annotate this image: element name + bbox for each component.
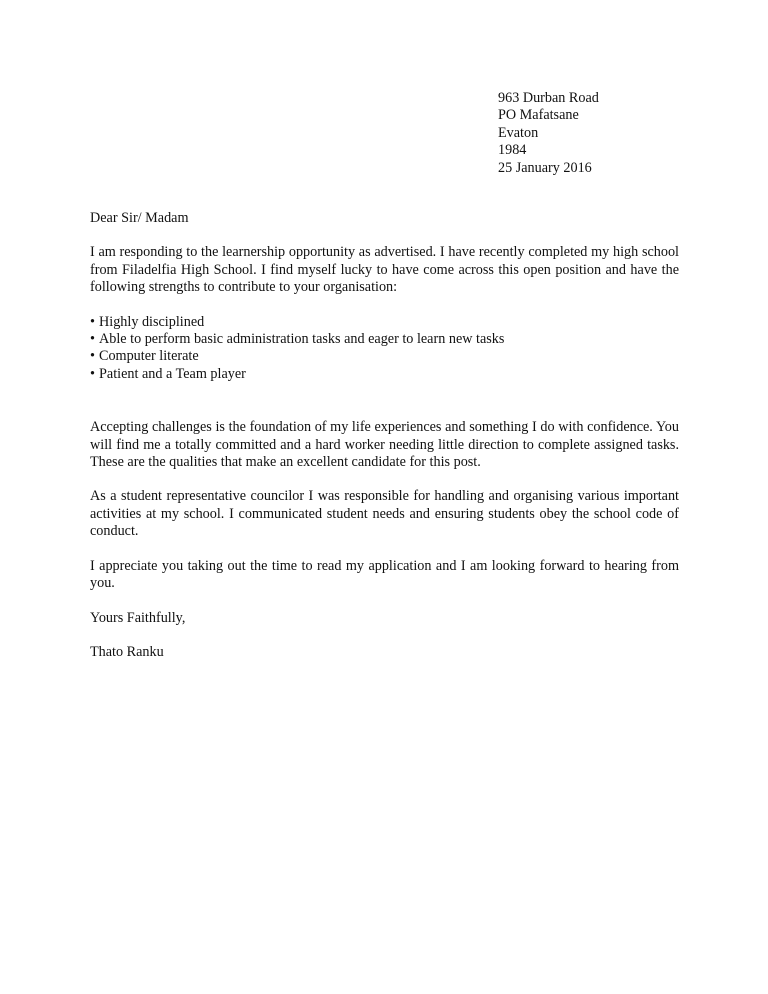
address-street: 963 Durban Road bbox=[498, 90, 599, 106]
closing-line: Yours Faithfully, bbox=[90, 609, 186, 626]
strength-text: Patient and a Team player bbox=[99, 365, 246, 382]
list-item bbox=[90, 331, 679, 348]
challenges-paragraph: Accepting challenges is the foundation of my life experiences and something I do with confidence. You will find me a totally committed and a hard worker needing little direction to complete assigned tasks. These are the qualities that make an excellent candidate for this post. bbox=[90, 419, 679, 471]
bullet-icon: • bbox=[90, 365, 95, 382]
intro-paragraph: I am responding to the learnership opportunity as advertised. I have recently completed my high school from Filadelfia High School. I find myself lucky to have come across this open position and have the following strengths to contribute to your organisation: bbox=[90, 244, 679, 296]
salutation: Dear Sir/ Madam bbox=[90, 210, 189, 226]
sender-address bbox=[498, 90, 698, 177]
list-item bbox=[90, 366, 679, 383]
bullet-icon: • bbox=[90, 348, 95, 365]
address-postal-code: 1984 bbox=[498, 142, 527, 159]
signature-name: Thato Ranku bbox=[90, 643, 164, 660]
list-item bbox=[90, 314, 679, 331]
bullet-icon: • bbox=[90, 313, 95, 330]
student-council-paragraph: As a student representative councilor I was responsible for handling and organising various important activities at my school. I communicated student needs and ensuring students obey the school code of conduct. bbox=[90, 488, 679, 540]
strength-text: Able to perform basic administration tasks and eager to learn new tasks bbox=[99, 331, 505, 348]
letter-date: 25 January 2016 bbox=[498, 159, 592, 176]
address-po-box: PO Mafatsane bbox=[498, 107, 579, 124]
bullet-icon: • bbox=[90, 331, 95, 348]
strengths-list bbox=[90, 314, 679, 384]
strength-text: Highly disciplined bbox=[99, 313, 205, 330]
address-town: Evaton bbox=[498, 124, 539, 141]
strength-text: Computer literate bbox=[99, 348, 199, 365]
list-item bbox=[90, 348, 679, 365]
appreciation-paragraph: I appreciate you taking out the time to read my application and I am looking forward to hearing from you. bbox=[90, 557, 679, 592]
letter-body bbox=[90, 210, 679, 661]
